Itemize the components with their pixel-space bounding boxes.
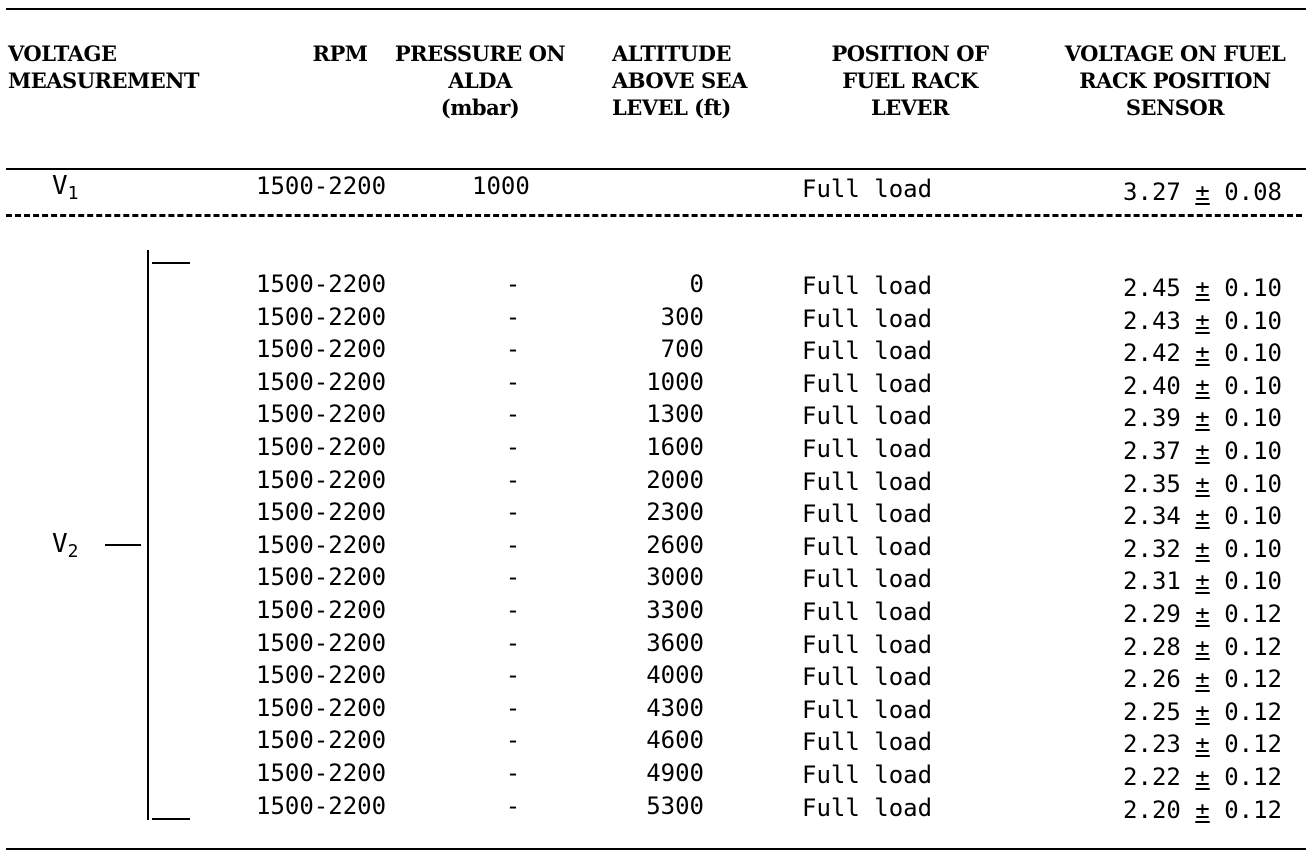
v2-row-voltage	[1010, 470, 1282, 498]
v2-row-pressure: -	[505, 661, 521, 690]
v1-separator-dashed-rule	[6, 214, 1302, 217]
header-voltage-measurement: VOLTAGE MEASUREMENT	[8, 41, 200, 93]
v2-row-pressure: -	[505, 563, 521, 592]
header-rpm: RPM	[312, 41, 368, 66]
v2-row-position: Full load	[802, 272, 933, 300]
v2-row-voltage-tolerance: 0.12	[1224, 632, 1282, 661]
v2-bracket-line	[147, 250, 149, 820]
v2-row-rpm: 1500-2200	[256, 335, 387, 364]
v2-row-voltage-value: 2.20	[1123, 795, 1181, 824]
v2-row-rpm: 1500-2200	[256, 628, 387, 657]
v2-row-altitude: 2300	[646, 498, 704, 527]
v1-voltage	[1010, 178, 1282, 206]
v2-row-position: Full load	[802, 565, 933, 594]
v2-row-voltage	[1010, 567, 1282, 595]
v2-row-voltage-value: 2.22	[1123, 763, 1181, 791]
v2-row-position: Full load	[802, 467, 933, 496]
v2-row-pressure: -	[505, 498, 521, 527]
v2-row-voltage-tolerance: 0.10	[1224, 404, 1282, 433]
v2-row-altitude: 2600	[646, 530, 704, 559]
table-top-rule	[6, 8, 1306, 10]
v2-row-pressure: -	[505, 270, 521, 298]
v2-row-pressure: -	[505, 628, 521, 657]
v2-row-position: Full load	[802, 598, 933, 626]
v2-row-voltage-tolerance: 0.12	[1224, 665, 1282, 694]
v2-row-position: Full load	[802, 532, 933, 561]
v2-row-rpm: 1500-2200	[256, 498, 387, 527]
table-bottom-rule	[6, 848, 1306, 850]
v2-row-position: Full load	[802, 728, 933, 757]
plus-minus-symbol: ±	[1195, 697, 1210, 726]
v2-row-pressure: -	[505, 433, 521, 461]
v2-row-altitude: 1000	[646, 367, 704, 396]
v2-row-voltage	[1010, 404, 1282, 432]
v1-position: Full load	[802, 175, 933, 203]
plus-minus-symbol: ±	[1195, 437, 1210, 465]
v2-row-position: Full load	[802, 304, 933, 333]
v2-row-voltage-tolerance: 0.10	[1224, 339, 1282, 368]
v2-row-position: Full load	[802, 402, 933, 431]
header-voltage-sensor: VOLTAGE ON FUEL RACK POSITION SENSOR	[1064, 41, 1286, 120]
v2-row-rpm: 1500-2200	[256, 759, 387, 787]
plus-minus-symbol: ±	[1195, 600, 1210, 628]
v2-row-altitude: 4000	[646, 661, 704, 690]
v2-row-voltage-value: 2.25	[1123, 697, 1181, 726]
header-fuel-rack-position: POSITION OF FUEL RACK LEVER	[831, 41, 989, 120]
plus-minus-symbol: ±	[1195, 502, 1210, 531]
v2-row-voltage	[1010, 372, 1282, 400]
v2-row-voltage	[1010, 307, 1282, 335]
v2-row-voltage-value: 2.28	[1123, 632, 1181, 661]
v2-label-subscript: 2	[67, 541, 79, 562]
v2-row-rpm: 1500-2200	[256, 400, 387, 429]
v1-rpm: 1500-2200	[256, 172, 387, 200]
v2-row-voltage-value: 2.29	[1123, 600, 1181, 628]
v2-row-voltage	[1010, 535, 1282, 563]
plus-minus-symbol: ±	[1195, 534, 1210, 563]
plus-minus-symbol: ±	[1195, 665, 1210, 694]
plus-minus-symbol: ±	[1195, 371, 1210, 400]
v2-row-altitude: 1300	[646, 400, 704, 429]
v1-pressure: 1000	[472, 172, 530, 200]
plus-minus-symbol: ±	[1195, 730, 1210, 759]
v2-row-pressure: -	[505, 791, 521, 820]
v2-row-altitude: 4600	[646, 726, 704, 755]
v2-row-voltage	[1010, 339, 1282, 367]
v2-row-voltage	[1010, 665, 1282, 693]
v2-row-voltage	[1010, 600, 1282, 628]
v2-row-altitude: 3600	[646, 628, 704, 657]
v2-row-voltage-value: 2.37	[1123, 437, 1181, 465]
v2-row-position: Full load	[802, 761, 933, 789]
v2-row-rpm: 1500-2200	[256, 302, 387, 331]
v2-row-pressure: -	[505, 302, 521, 331]
v2-row-pressure: -	[505, 759, 521, 787]
v1-voltage-tolerance: 0.08	[1224, 178, 1282, 206]
v2-row-pressure: -	[505, 596, 521, 624]
v2-row-pressure: -	[505, 693, 521, 722]
v2-row-pressure: -	[505, 530, 521, 559]
v2-row-pressure: -	[505, 465, 521, 494]
v2-row-voltage-tolerance: 0.10	[1224, 306, 1282, 335]
v2-row-altitude: 4300	[646, 693, 704, 722]
v2-row-pressure: -	[505, 335, 521, 364]
v2-row-voltage	[1010, 763, 1282, 791]
v2-row-rpm: 1500-2200	[256, 530, 387, 559]
v1-voltage-value: 3.27	[1123, 178, 1181, 206]
v2-row-voltage	[1010, 633, 1282, 661]
v2-row-voltage-tolerance: 0.10	[1224, 502, 1282, 531]
v2-row-voltage-tolerance: 0.10	[1224, 274, 1282, 302]
plus-minus-symbol: ±	[1195, 339, 1210, 368]
v2-row-altitude: 4900	[646, 759, 704, 787]
plus-minus-symbol: ±	[1195, 306, 1210, 335]
v2-row-voltage	[1010, 437, 1282, 465]
plus-minus-symbol: ±	[1195, 274, 1210, 302]
v2-row-rpm: 1500-2200	[256, 596, 387, 624]
v2-row-rpm: 1500-2200	[256, 465, 387, 494]
v1-label-letter: V	[52, 171, 68, 201]
v2-row-voltage-value: 2.34	[1123, 502, 1181, 531]
v2-row-position: Full load	[802, 663, 933, 692]
v2-row-voltage-tolerance: 0.12	[1224, 600, 1282, 628]
v2-row-voltage	[1010, 796, 1282, 824]
v2-row-voltage-tolerance: 0.10	[1224, 371, 1282, 400]
header-pressure: PRESSURE ON ALDA (mbar)	[394, 41, 566, 120]
v2-bracket-bottom-tick	[152, 818, 190, 820]
v2-row-voltage-value: 2.39	[1123, 404, 1181, 433]
v2-row-voltage-value: 2.35	[1123, 469, 1181, 498]
v2-row-voltage	[1010, 274, 1282, 302]
v2-row-voltage-tolerance: 0.10	[1224, 534, 1282, 563]
v2-row-rpm: 1500-2200	[256, 693, 387, 722]
v2-row-voltage-tolerance: 0.10	[1224, 469, 1282, 498]
v2-row-voltage-value: 2.40	[1123, 371, 1181, 400]
v2-row-voltage-tolerance: 0.10	[1224, 437, 1282, 465]
v2-row-voltage	[1010, 698, 1282, 726]
v2-row-voltage-value: 2.31	[1123, 567, 1181, 596]
v2-row-position: Full load	[802, 337, 933, 366]
v2-row-pressure: -	[505, 400, 521, 429]
plus-minus-symbol: ±	[1195, 404, 1210, 433]
v2-row-altitude: 700	[660, 335, 704, 364]
v2-row-altitude: 2000	[646, 465, 704, 494]
v2-row-pressure: -	[505, 726, 521, 755]
header-altitude: ALTITUDE ABOVE SEA LEVEL (ft)	[612, 41, 747, 120]
plus-minus-symbol: ±	[1195, 567, 1210, 596]
v2-row-rpm: 1500-2200	[256, 367, 387, 396]
v2-row-altitude: 300	[660, 302, 704, 331]
v2-row-voltage	[1010, 502, 1282, 530]
v2-row-voltage-tolerance: 0.12	[1224, 795, 1282, 824]
v2-bracket-pointer	[105, 544, 141, 546]
plus-minus-symbol: ±	[1195, 178, 1210, 206]
v2-label-letter: V	[52, 529, 68, 559]
v2-row-altitude: 5300	[646, 791, 704, 820]
v2-row-voltage-value: 2.32	[1123, 534, 1181, 563]
v2-row-position: Full load	[802, 793, 933, 822]
v2-row-altitude: 3300	[646, 596, 704, 624]
plus-minus-symbol: ±	[1195, 632, 1210, 661]
v1-label-subscript: 1	[67, 183, 79, 204]
v2-label	[52, 530, 79, 566]
v2-row-voltage-value: 2.23	[1123, 730, 1181, 759]
v2-row-voltage-tolerance: 0.12	[1224, 697, 1282, 726]
v2-row-voltage-tolerance: 0.12	[1224, 763, 1282, 791]
v2-row-position: Full load	[802, 369, 933, 398]
v2-row-rpm: 1500-2200	[256, 726, 387, 755]
v2-row-position: Full load	[802, 500, 933, 529]
v2-row-voltage-tolerance: 0.12	[1224, 730, 1282, 759]
v2-row-voltage-value: 2.42	[1123, 339, 1181, 368]
v1-label	[52, 172, 79, 208]
plus-minus-symbol: ±	[1195, 795, 1210, 824]
v2-row-voltage-value: 2.43	[1123, 306, 1181, 335]
plus-minus-symbol: ±	[1195, 763, 1210, 791]
v2-row-rpm: 1500-2200	[256, 661, 387, 690]
v2-row-voltage-value: 2.45	[1123, 274, 1181, 302]
plus-minus-symbol: ±	[1195, 469, 1210, 498]
v2-row-position: Full load	[802, 695, 933, 724]
v2-row-position: Full load	[802, 630, 933, 659]
v2-row-voltage-value: 2.26	[1123, 665, 1181, 694]
v2-row-altitude: 1600	[646, 433, 704, 461]
v2-row-rpm: 1500-2200	[256, 791, 387, 820]
header-bottom-rule	[6, 168, 1306, 170]
v2-row-voltage-tolerance: 0.10	[1224, 567, 1282, 596]
v2-row-voltage	[1010, 730, 1282, 758]
v2-row-rpm: 1500-2200	[256, 433, 387, 461]
v2-row-altitude: 0	[689, 270, 704, 298]
v2-bracket-top-tick	[152, 262, 190, 264]
v2-row-position: Full load	[802, 435, 933, 463]
v2-row-rpm: 1500-2200	[256, 270, 387, 298]
v2-row-pressure: -	[505, 367, 521, 396]
v2-row-rpm: 1500-2200	[256, 563, 387, 592]
v2-row-altitude: 3000	[646, 563, 704, 592]
